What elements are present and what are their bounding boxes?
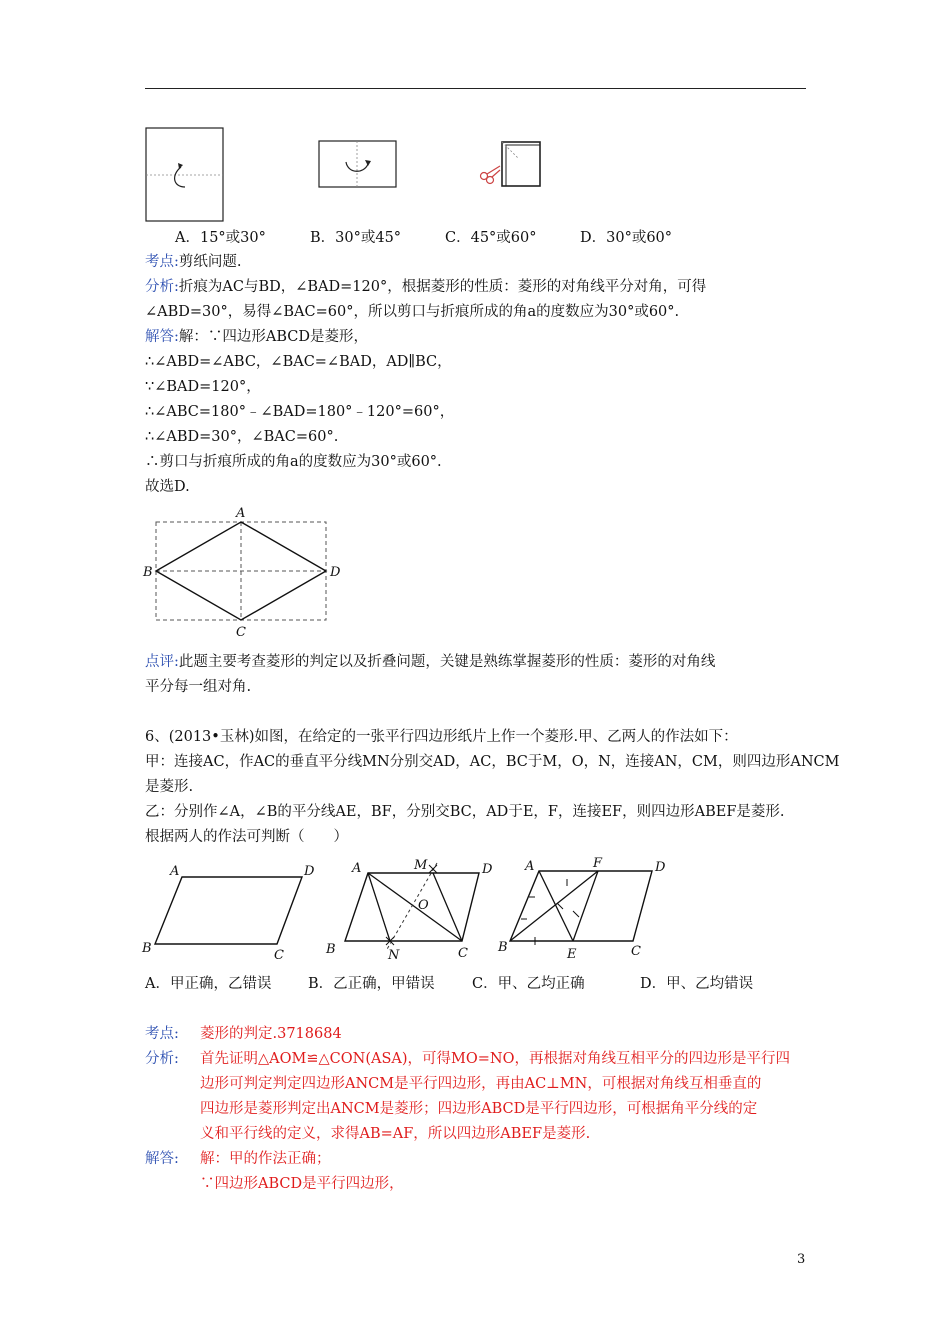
q6-option-c: C．甲、乙均正确 bbox=[472, 976, 585, 992]
q6-kaodian-text: 菱形的判定.3718684 bbox=[200, 1026, 342, 1042]
q6-jieda-line-2: ∵四边形ABCD是平行四边形， bbox=[200, 1176, 404, 1192]
q5-solution-line-5: ∴剪口与折痕所成的角a的度数应为30°或60°. bbox=[145, 454, 442, 470]
fig2-label-o: O bbox=[418, 898, 429, 913]
q6-stem-line-3: 是菱形. bbox=[145, 779, 194, 795]
q5-solution-line-1: ∴∠ABD=∠ABC，∠BAC=∠BAD，AD∥BC， bbox=[145, 354, 452, 370]
q6-fenxi-line-3: 四边形是菱形判定出ANCM是菱形；四边形ABCD是平行四边形，可根据角平分线的定 bbox=[200, 1101, 758, 1117]
fig3-label-b: B bbox=[498, 940, 508, 955]
q5-option-b: B．30°或45° bbox=[310, 230, 402, 246]
q6-fenxi-label: 分析: bbox=[145, 1051, 179, 1067]
fig3-label-f: F bbox=[593, 856, 603, 871]
q5-fenxi-line-1: 分析:折痕为AC与BD，∠BAD=120°，根据菱形的性质：菱形的对角线平分对角，可得 bbox=[145, 279, 707, 295]
fig2-label-a: A bbox=[352, 861, 362, 876]
q6-stem-line-4: 乙：分别作∠A，∠B的平分线AE，BF，分别交BC，AD于E，F，连接EF，则四边形ABEF是菱形. bbox=[145, 804, 785, 820]
q6-kaodian-label: 考点: bbox=[145, 1026, 179, 1042]
rhombus-label-b: B bbox=[143, 565, 153, 580]
fig2-label-n: N bbox=[388, 948, 400, 963]
q5-fenxi-line-2: ∠ABD=30°，易得∠BAC=60°，所以剪口与折痕所成的角a的度数应为30°或60°. bbox=[145, 304, 680, 320]
q5-option-c: C．45°或60° bbox=[445, 230, 537, 246]
q5-solution-line-3: ∴∠ABC=180°﹣∠BAD=180°﹣120°=60°， bbox=[145, 404, 455, 420]
fig2-label-d: D bbox=[482, 862, 493, 877]
paper-fold-figure-2 bbox=[318, 140, 398, 190]
fig1-label-d: D bbox=[304, 864, 315, 879]
paper-fold-figure-3 bbox=[478, 140, 548, 190]
header-rule bbox=[145, 88, 806, 89]
rhombus-figure bbox=[140, 500, 350, 642]
q6-stem-line-2: 甲：连接AC，作AC的垂直平分线MN分别交AD，AC，BC于M，O，N，连接AN，CM，则四边形ANCM bbox=[145, 754, 840, 770]
q6-jieda-label: 解答: bbox=[145, 1151, 179, 1167]
q6-fenxi-line-2: 边形可判定判定四边形ANCM是平行四边形，再由AC⊥MN，可根据对角线互相垂直的 bbox=[200, 1076, 762, 1092]
q5-jieda: 解答:解：∵四边形ABCD是菱形， bbox=[145, 329, 369, 345]
parallelogram-figure-2 bbox=[322, 855, 502, 965]
fig1-label-a: A bbox=[170, 864, 180, 879]
q5-dianping-line-2: 平分每一组对角. bbox=[145, 679, 252, 695]
fig2-label-m: M bbox=[414, 858, 428, 873]
q5-solution-line-2: ∵∠BAD=120°， bbox=[145, 379, 261, 395]
q5-option-a: A．15°或30° bbox=[175, 230, 266, 246]
fig1-label-c: C bbox=[274, 948, 284, 963]
q5-dianping-line-1: 点评:此题主要考查菱形的判定以及折叠问题，关键是熟练掌握菱形的性质：菱形的对角线 bbox=[145, 654, 716, 670]
fig3-label-a: A bbox=[525, 859, 535, 874]
fig3-label-e: E bbox=[567, 947, 577, 962]
fig2-label-c: C bbox=[458, 946, 468, 961]
q5-solution-line-6: 故选D. bbox=[145, 479, 190, 495]
q5-option-d: D．30°或60° bbox=[580, 230, 673, 246]
q6-jieda-line-1: 解：甲的作法正确； bbox=[200, 1151, 331, 1167]
fig3-label-c: C bbox=[631, 944, 641, 959]
q5-kaodian: 考点:剪纸问题. bbox=[145, 254, 242, 270]
parallelogram-figure-3 bbox=[495, 853, 675, 963]
q6-option-a: A．甲正确，乙错误 bbox=[145, 976, 272, 992]
fig1-label-b: B bbox=[142, 941, 152, 956]
q6-option-d: D．甲、乙均错误 bbox=[640, 976, 754, 992]
paper-fold-figure-1 bbox=[145, 127, 225, 223]
fig3-label-d: D bbox=[655, 860, 666, 875]
q6-stem-line-5: 根据两人的作法可判断（ ） bbox=[145, 829, 348, 845]
parallelogram-figure-1 bbox=[140, 858, 320, 963]
rhombus-label-c: C bbox=[236, 625, 246, 640]
q5-solution-line-4: ∴∠ABD=30°，∠BAC=60°. bbox=[145, 429, 339, 445]
q6-stem-line-1: 6、(2013•玉林)如图，在给定的一张平行四边形纸片上作一个菱形.甲、乙两人的作法如下： bbox=[145, 729, 738, 745]
q6-option-b: B．乙正确，甲错误 bbox=[308, 976, 435, 992]
q6-fenxi-line-1: 首先证明△AOM≌△CON(ASA)，可得MO=NO，再根据对角线互相平分的四边形是平行四 bbox=[200, 1051, 790, 1067]
rhombus-label-d: D bbox=[330, 565, 341, 580]
q6-fenxi-line-4: 义和平行线的定义，求得AB=AF，所以四边形ABEF是菱形. bbox=[200, 1126, 591, 1142]
fig2-label-b: B bbox=[326, 942, 336, 957]
page-number: 3 bbox=[797, 1252, 806, 1267]
rhombus-label-a: A bbox=[236, 506, 246, 521]
